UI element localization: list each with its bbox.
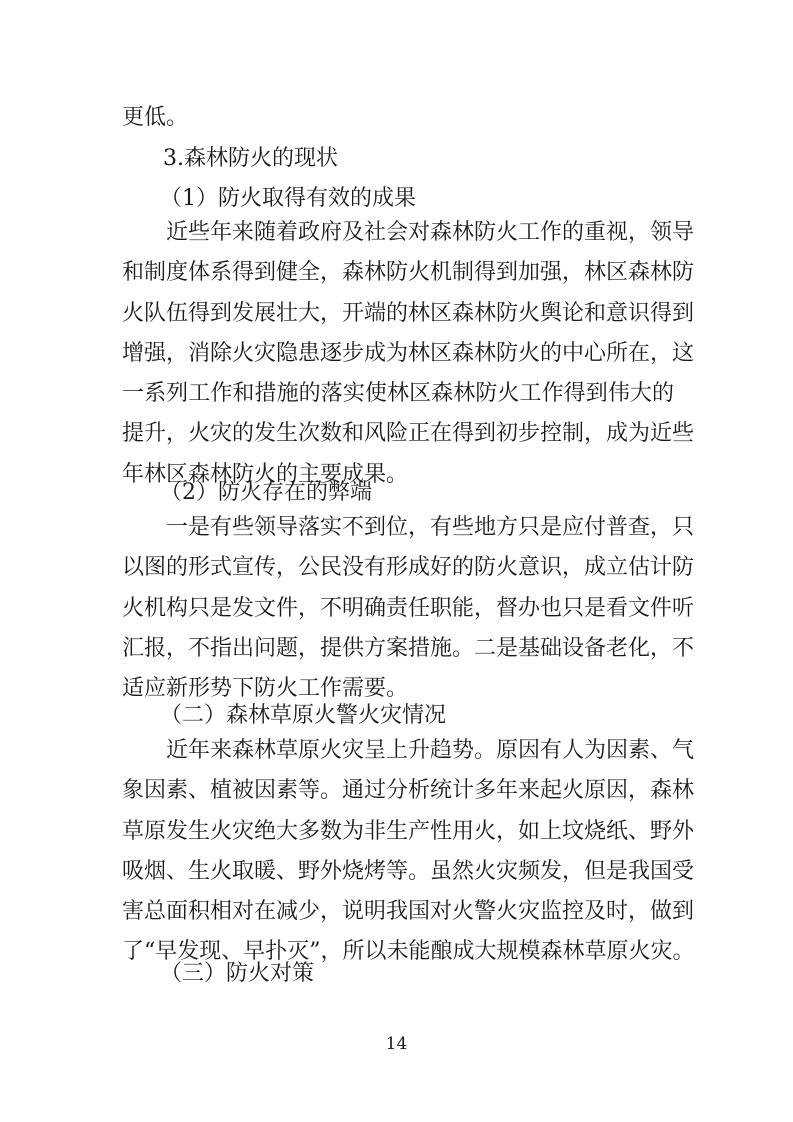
paragraph-line: 以图的形式宣传，公民没有形成好的防火意识，成立估计防: [122, 555, 695, 581]
paragraph-line: 吸烟、生火取暖、野外烧烤等。虽然火灾频发，但是我国受: [122, 858, 695, 884]
paragraph-achievements: [122, 213, 695, 495]
paragraph-line: 火队伍得到发展壮大，开端的林区森林防火舆论和意识得到: [122, 300, 695, 326]
paragraph-line: 近年来森林草原火灾呈上升趋势。原因有人为因素、气: [166, 738, 695, 763]
paragraph-line: 一系列工作和措施的落实使林区森林防火工作得到伟大的: [122, 381, 674, 407]
paragraph-drawbacks: [122, 508, 695, 709]
paragraph-line: 象因素、植被因素等。通过分析统计多年来起火原因，森林: [122, 778, 695, 804]
paragraph-line: 年林区森林防火的主要成果。: [122, 461, 409, 487]
paragraph-line: 增强，消除火灾隐患逐步成为林区森林防火的中心所在，这: [122, 340, 695, 366]
paragraph-line: 适应新形势下防火工作需要。: [122, 676, 409, 702]
section-heading-countermeasures: （三）防火对策: [160, 961, 315, 986]
paragraph-line: 提升，火灾的发生次数和风险正在得到初步控制，成为近些: [122, 421, 695, 447]
page-number: 14: [385, 1034, 408, 1054]
paragraph-line: 了“早发现、早扑灭”，所以未能酿成大规模森林草原火灾。: [122, 939, 695, 965]
paragraph-fire-situation: [122, 731, 695, 973]
paragraph-line: 火机构只是发文件，不明确责任职能，督办也只是看文件听: [122, 595, 695, 621]
paragraph-line: 害总面积相对在减少，说明我国对火警火灾监控及时，做到: [122, 899, 695, 925]
subsection-heading-2: （2）防火存在的弊端: [160, 480, 372, 505]
section-heading-fire-situation: （二）森林草原火警火灾情况: [160, 703, 447, 728]
subsection-heading-1: （1）防火取得有效的成果: [160, 186, 416, 211]
paragraph-end-line: 更低。: [122, 105, 189, 130]
paragraph-line: 一是有些领导落实不到位，有些地方只是应付普查，只: [166, 515, 695, 540]
paragraph-line: 草原发生火灾绝大多数为非生产性用火，如上坟烧纸、野外: [122, 818, 695, 844]
paragraph-line: 近些年来随着政府及社会对森林防火工作的重视，领导: [166, 220, 695, 245]
paragraph-line: 和制度体系得到健全，森林防火机制得到加强，林区森林防: [122, 260, 695, 286]
paragraph-line: 汇报，不指出问题，提供方案措施。二是基础设备老化，不: [122, 635, 695, 661]
section-heading-3: 3.森林防火的现状: [163, 146, 338, 171]
